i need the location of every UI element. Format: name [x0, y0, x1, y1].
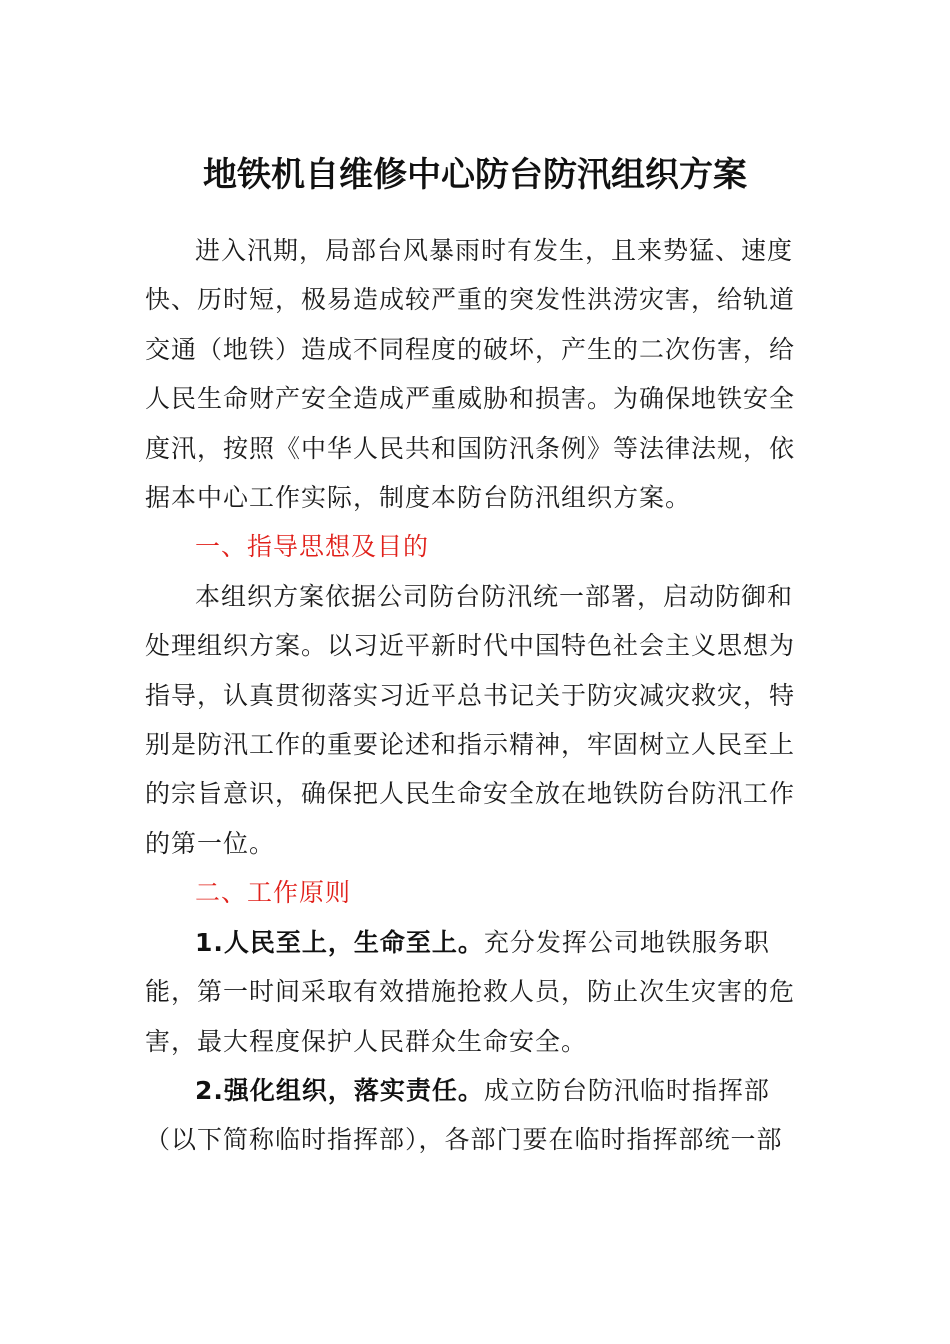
principle-text-2: 成立防台防汛临时指挥部（以下简称临时指挥部），各部门要在临时指挥部统一部	[145, 1075, 783, 1155]
section-1-paragraph: 本组织方案依据公司防台防汛统一部署，启动防御和处理组织方案。以习近平新时代中国特色社会主义思想为指导，认真贯彻落实习近平总书记关于防灾减灾救灾，特别是防汛工作的重要论述和指示精神，牢固树立人民至上的宗旨意识，确保把人民生命安全放在地铁防台防汛工作的第一位。	[145, 581, 796, 858]
principle-lead-1: 1.人民至上，生命至上。	[195, 927, 484, 957]
document-title: 地铁机自维修中心防台防汛组织方案	[203, 155, 747, 195]
document-body	[145, 226, 795, 1165]
intro-paragraph: 进入汛期，局部台风暴雨时有发生，且来势猛、速度快、历时短，极易造成较严重的突发性洪涝灾害，给轨道交通（地铁）造成不同程度的破坏，产生的二次伤害，给人民生命财产安全造成严重威胁和损害。为确保地铁安全度汛，按照《中华人民共和国防汛条例》等法律法规，依据本中心工作实际，制度本防台防汛组织方案。	[145, 236, 796, 513]
section-heading-1: 一、指导思想及目的	[195, 532, 430, 562]
principle-item-2	[145, 1066, 795, 1165]
principle-lead-2: 2.强化组织，落实责任。	[195, 1075, 484, 1105]
principle-item-1	[145, 918, 795, 1066]
section-heading-2: 二、工作原则	[195, 878, 352, 908]
principle-text-1: 充分发挥公司地铁服务职能，第一时间采取有效措施抢救人员，防止次生灾害的危害，最大程度保护人民群众生命安全。	[145, 927, 796, 1056]
